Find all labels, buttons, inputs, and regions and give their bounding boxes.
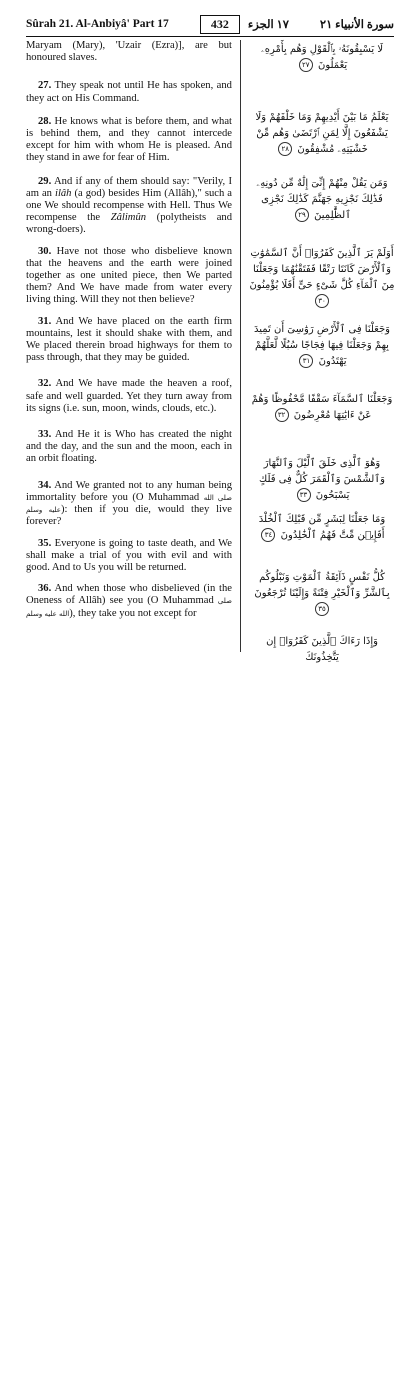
verse-end-marker: ٣٥ xyxy=(315,602,329,616)
arabic-verse-34 xyxy=(248,512,396,544)
salutation-glyph: صلى الله عليه وسلم xyxy=(26,493,232,515)
arabic-verse-text: وَمَا جَعَلْنَا لِبَشَرٍ مِّن قَبْلِكَ ٱلْخُلْدَ أَفَإِي۟ن مِّتَّ فَهُمُ ٱلْخَٰلِدُونَ xyxy=(258,514,386,541)
verse-34 xyxy=(26,480,232,529)
verse-35 xyxy=(26,538,232,575)
verse-text: And We have made the heaven a roof, safe and well guarded. Yet they turn away from its signs (i.e. sun, moon, winds, clouds, etc.). xyxy=(26,378,232,414)
arabic-verse-text: كُلُّ نَفْسٍ ذَآئِقَةُ ٱلْمَوْتِ وَنَبْلُوكُم بِٱلشَّرِّ وَٱلْخَيْرِ فِتْنَةً وَإِلَيْنَا تُرْجَعُونَ xyxy=(254,572,390,599)
arabic-verse-28 xyxy=(248,110,396,158)
verse-text: And when those who disbelieved (in the Oneness of Allâh) see you (O Muhammad xyxy=(26,583,232,607)
english-translation-column xyxy=(26,40,232,629)
verse-end-marker: ٣٢ xyxy=(275,408,289,422)
verse-end-marker: ٢٩ xyxy=(295,208,309,222)
arabic-verse-36 xyxy=(248,634,396,666)
intro-paragraph: Maryam (Mary), 'Uzair (Ezra)], are but honoured slaves. xyxy=(26,40,232,64)
arabic-part-label: ١٧ الجزء xyxy=(247,19,289,31)
arabic-verse-text: وَهُوَ ٱلَّذِى خَلَقَ ٱلَّيْلَ وَٱلنَّهَارَ وَٱلشَّمْسَ وَٱلْقَمَرَ كُلٌّ فِى فَلَكٍ يَسْبَحُونَ xyxy=(259,458,385,501)
arabic-verse-31 xyxy=(248,322,396,370)
verse-text: (polytheists and wrong-doers). xyxy=(26,212,232,236)
arabic-verse-text: وَجَعَلْنَا فِى ٱلْأَرْضِ رَوَٰسِىَ أَن تَمِيدَ بِهِمْ وَجَعَلْنَا فِيهَا فِجَاجًا سُبُلًا لَّعَلَّهُمْ يَهْتَدُونَ xyxy=(253,324,391,367)
verse-text: Have not those who disbelieve known that the heavens and the earth were joined together as one united piece, then We parted them? And We have made from water every living thing. Will they not then believe? xyxy=(26,245,232,306)
verse-end-marker: ٣١ xyxy=(299,354,313,368)
verse-end-marker: ٢٨ xyxy=(278,142,292,156)
verse-text: Everyone is going to taste death, and We shall make a trial of you with evil and with good. And to Us you will be returned. xyxy=(26,537,232,573)
arabic-verse-text: أَوَلَمْ يَرَ ٱلَّذِينَ كَفَرُوٓا۟ أَنَّ ٱلسَّمَٰوَٰتِ وَٱلْأَرْضَ كَانَتَا رَتْقًا فَفَتَقْنَٰهُمَا وَجَعَلْنَا مِنَ ٱلْمَآءِ كُلَّ شَىْءٍ حَىٍّ أَفَلَا يُؤْمِنُونَ xyxy=(249,248,395,291)
verse-text: And if any of them should say: "Verily, I am an xyxy=(26,175,232,199)
verse-number: 30. xyxy=(38,245,52,257)
header-center xyxy=(200,15,289,34)
verse-number: 35. xyxy=(38,537,52,549)
arabic-verse-text: وَمَن يَقُلْ مِنْهُمْ إِنِّىٓ إِلَٰهٌ مِّن دُونِهِۦ فَذَٰلِكَ نَجْزِيهِ جَهَنَّمَ كَذَٰلِكَ نَجْزِى ٱلظَّٰلِمِينَ xyxy=(256,178,388,221)
verse-number: 27. xyxy=(38,80,52,92)
verse-27 xyxy=(26,80,232,104)
column-divider xyxy=(240,40,241,652)
page-header xyxy=(26,12,394,36)
verse-29 xyxy=(26,176,232,237)
arabic-verse-29 xyxy=(248,176,396,224)
surah-title: Sûrah 21. Al-Anbiyâ' Part 17 xyxy=(26,18,169,30)
arabic-verse-35 xyxy=(248,570,396,618)
verse-text: And We granted not to any human being immortality before you (O Muhammad xyxy=(26,479,232,503)
verse-end-marker: ٣٠ xyxy=(315,294,329,308)
verse-31 xyxy=(26,316,232,365)
verse-number: 36. xyxy=(38,583,52,595)
verse-text: And He it is Who has created the night and the day, and the sun and the moon, each in an orbit floating. xyxy=(26,429,232,465)
arabic-verse-text: وَجَعَلْنَا ٱلسَّمَآءَ سَقْفًا مَّحْفُوظًا وَهُمْ عَنْ ءَايَٰتِهَا مُعْرِضُونَ xyxy=(251,394,393,421)
arabic-verse-27 xyxy=(248,42,396,74)
verse-end-marker: ٣٣ xyxy=(297,488,311,502)
salutation-glyph: صلى الله عليه وسلم xyxy=(26,597,232,618)
verse-30 xyxy=(26,246,232,307)
verse-number: 32. xyxy=(38,378,52,390)
term-ilah: ilâh xyxy=(55,187,72,199)
arabic-verse-text: يَعْلَمُ مَا بَيْنَ أَيْدِيهِمْ وَمَا خَلْفَهُمْ وَلَا يَشْفَعُونَ إِلَّا لِمَنِ ٱرْتَضَىٰ وَهُم مِّنْ خَشْيَتِهِۦ مُشْفِقُونَ xyxy=(255,112,389,155)
arabic-verse-30 xyxy=(248,246,396,310)
verse-32 xyxy=(26,378,232,415)
verse-number: 28. xyxy=(38,115,52,127)
verse-text: And We have placed on the earth firm mountains, lest it should shake with them, and We placed therein broad highways for them to pass through, that they may be guided. xyxy=(26,315,232,364)
arabic-verse-text: وَإِذَا رَءَاكَ ٱلَّذِينَ كَفَرُوٓا۟ إِن يَتَّخِذُونَكَ xyxy=(266,636,378,663)
arabic-surah-title: سورة الأنبياء ٢١ xyxy=(319,19,394,31)
header-rule xyxy=(26,36,394,37)
arabic-verse-32 xyxy=(248,392,396,424)
arabic-verse-33 xyxy=(248,456,396,504)
arabic-verse-text: لَا يَسْبِقُونَهُۥ بِٱلْقَوْلِ وَهُم بِأَمْرِهِۦ يَعْمَلُونَ xyxy=(260,44,384,71)
term-zalimun: Zâlimûn xyxy=(110,212,147,224)
verse-number: 31. xyxy=(38,315,52,327)
verse-text: They speak not until He has spoken, and they act on His Command. xyxy=(26,80,232,104)
verse-end-marker: ٣٤ xyxy=(261,528,275,542)
verse-33 xyxy=(26,429,232,466)
verse-text: ), they take you not except for xyxy=(69,607,197,619)
verse-36 xyxy=(26,583,232,620)
verse-number: 34. xyxy=(38,479,52,491)
verse-end-marker: ٢٧ xyxy=(299,58,313,72)
verse-number: 29. xyxy=(38,175,52,187)
page-number: 432 xyxy=(200,15,240,34)
verse-text: He knows what is before them, and what is behind them, and they cannot intercede except for him with whom He is pleased. And they stand in awe for fear of Him. xyxy=(26,115,232,164)
verse-text: (a god) besides Him (Allâh)," such a one We should recompense with Hell. Thus We recompense the xyxy=(26,187,232,224)
verse-text: ): then if you die, would they live forever? xyxy=(26,504,232,528)
verse-number: 33. xyxy=(38,429,52,441)
verse-28 xyxy=(26,116,232,165)
